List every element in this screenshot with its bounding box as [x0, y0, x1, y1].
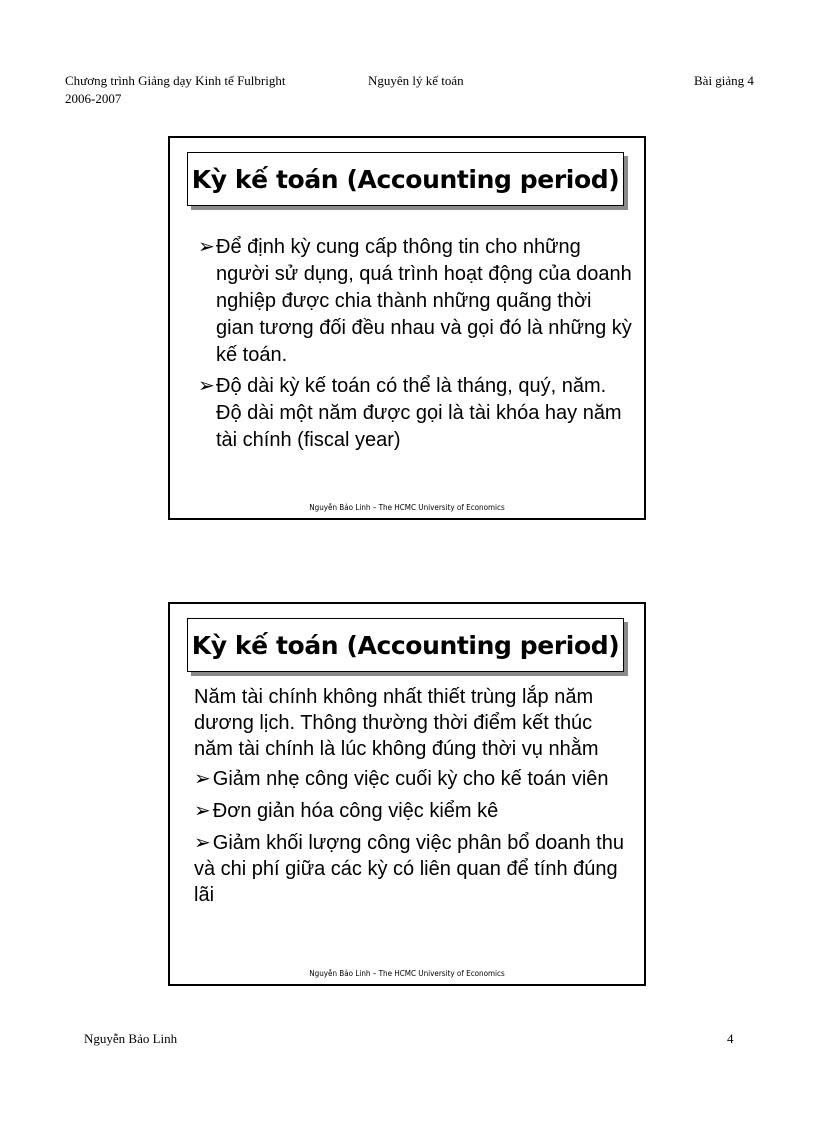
- bullet-text: Độ dài kỳ kế toán có thể là tháng, quý, năm. Độ dài một năm được gọi là tài khóa hay năm tài chính (fiscal year): [216, 375, 622, 451]
- bullet-text: Giảm nhẹ công việc cuối kỳ cho kế toán viên: [212, 768, 609, 790]
- slide-body: [194, 234, 634, 458]
- arrow-bullet-icon: ➢: [198, 236, 215, 258]
- arrow-bullet-icon: ➢: [198, 375, 215, 397]
- bullet-text: Để định kỳ cung cấp thông tin cho những người sử dụng, quá trình hoạt động của doanh nghiệp được chia thành những quãng thời gian tương đối đều nhau và gọi đó là những kỳ kế toán.: [216, 236, 632, 366]
- slide-body: [194, 684, 634, 914]
- program-years: 2006-2007: [65, 91, 122, 106]
- arrow-bullet-icon: ➢: [194, 800, 211, 822]
- program-name: Chương trình Giảng dạy Kinh tế Fulbright: [65, 73, 286, 88]
- bullet-item: [194, 373, 634, 454]
- program-header: [65, 72, 285, 108]
- slide-intro: Năm tài chính không nhất thiết trùng lắp năm dương lịch. Thông thường thời điểm kết thúc năm tài chính là lúc không đúng thời vụ nhằm: [194, 686, 599, 760]
- slide-2: [168, 602, 646, 986]
- slide-title: Kỳ kế toán (Accounting period): [191, 164, 620, 194]
- bullet-item: [194, 234, 634, 369]
- bullet-text: Giảm khối lượng công việc phân bổ doanh thu và chi phí giữa các kỳ có liên quan để tính đúng lãi: [194, 832, 624, 906]
- slide-title-box: [187, 152, 624, 206]
- slide-footer: Nguyễn Bảo Linh – The HCMC University of Economics: [309, 503, 505, 512]
- arrow-bullet-icon: ➢: [194, 768, 211, 790]
- page-author: Nguyễn Bảo Linh: [84, 1031, 178, 1046]
- course-title: Nguyên lý kế toán: [368, 73, 464, 88]
- bullet-text: Đơn giản hóa công việc kiểm kê: [212, 800, 499, 822]
- bullet-item: [194, 766, 634, 792]
- bullet-item: [194, 830, 634, 908]
- slide-footer: Nguyễn Bảo Linh – The HCMC University of Economics: [309, 969, 505, 978]
- page-number: 4: [727, 1031, 734, 1046]
- lecture-number: Bài giảng 4: [694, 73, 754, 88]
- bullet-item: [194, 798, 634, 824]
- slide-title: Kỳ kế toán (Accounting period): [191, 630, 620, 660]
- slide-1: [168, 136, 646, 520]
- slide-title-box: [187, 618, 624, 672]
- arrow-bullet-icon: ➢: [194, 832, 211, 854]
